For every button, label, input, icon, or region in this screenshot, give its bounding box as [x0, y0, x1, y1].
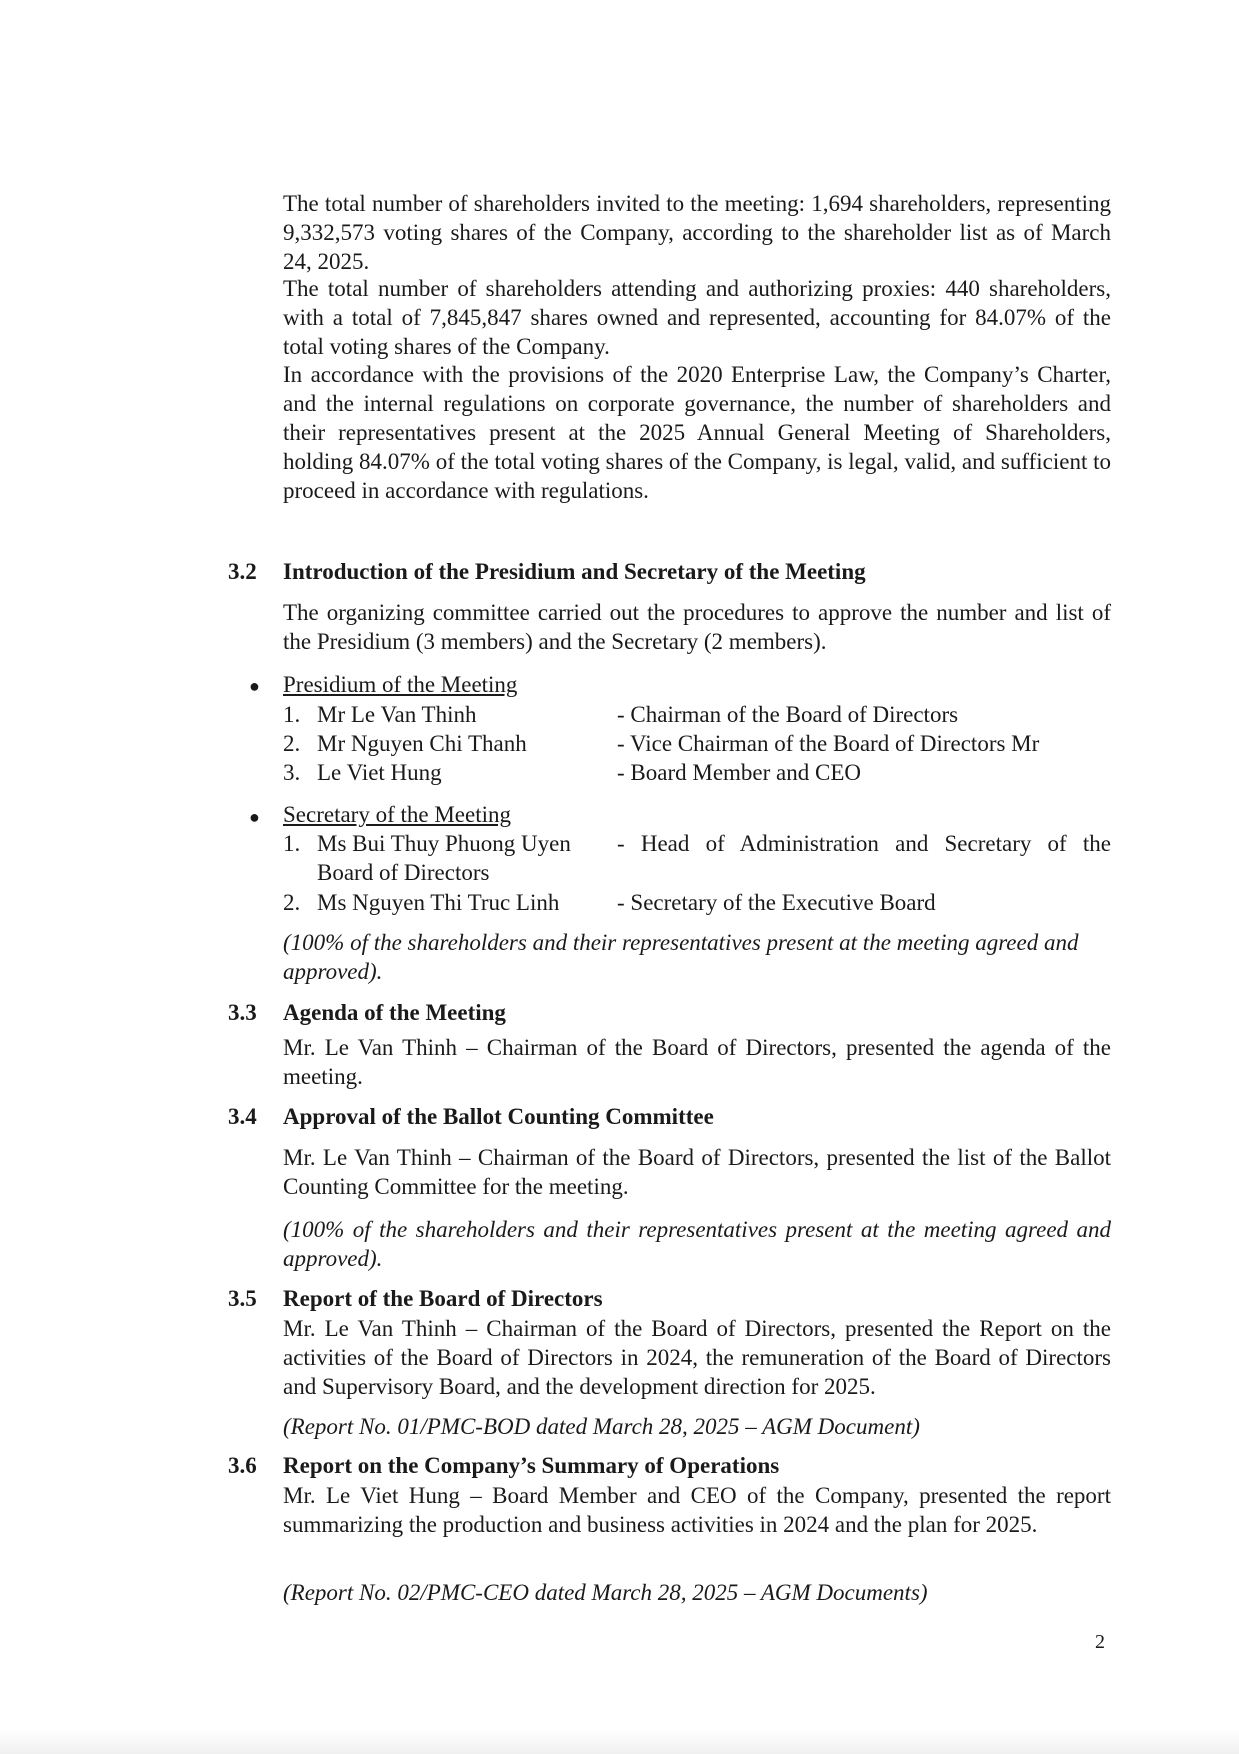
section-title: Approval of the Ballot Counting Committee — [283, 1104, 714, 1129]
secretary-role: - Head of Administration and Secretary of the — [617, 831, 1111, 856]
section-3-4-body: Mr. Le Van Thinh – Chairman of the Board of Directors, presented the list of the Ballot Counting Committee for the meeting. — [283, 1145, 1111, 1199]
section-title: Agenda of the Meeting — [283, 1000, 506, 1025]
presidium-role: - Board Member and CEO — [617, 760, 861, 785]
secretary-subtitle: Secretary of the Meeting — [283, 802, 511, 827]
presidium-number: 1. — [283, 702, 301, 727]
presidium-role: - Vice Chairman of the Board of Directors Mr — [617, 731, 1040, 756]
section-number: 3.3 — [228, 1000, 257, 1025]
presidium-number: 2. — [283, 731, 301, 756]
section-3-2-approval-note: (100% of the shareholders and their representatives present at the meeting agreed and approved). — [283, 930, 1079, 984]
scan-bottom-edge — [0, 1730, 1239, 1754]
presidium-name: Mr Le Van Thinh — [317, 702, 477, 727]
section-3-6-body: Mr. Le Viet Hung – Board Member and CEO of the Company, presented the report summarizing the production and business activities in 2024 and the plan for 2025. — [283, 1483, 1111, 1537]
presidium-role: - Chairman of the Board of Directors — [617, 702, 959, 727]
section-number: 3.4 — [228, 1104, 257, 1129]
section-heading-3-5 — [228, 1284, 603, 1313]
presidium-name: Le Viet Hung — [317, 760, 442, 785]
section-number: 3.6 — [228, 1453, 257, 1478]
secretary-name: Ms Bui Thuy Phuong Uyen — [317, 831, 571, 856]
section-title: Report on the Company’s Summary of Operations — [283, 1453, 780, 1478]
presidium-subtitle: Presidium of the Meeting — [283, 672, 518, 697]
section-3-5-report-reference: (Report No. 01/PMC-BOD dated March 28, 2025 – AGM Document) — [283, 1414, 920, 1439]
section-3-2-body: The organizing committee carried out the procedures to approve the number and list of the Presidium (3 members) and the Secretary (2 members). — [283, 600, 1111, 654]
intro-paragraph-invited: The total number of shareholders invited to the meeting: 1,694 shareholders, representing 9,332,573 voting shares of the Company, according to the shareholder list as of March 24, 2025. — [283, 191, 1111, 274]
bullet-icon: ● — [249, 676, 260, 696]
section-heading-3-2 — [228, 557, 866, 586]
section-title: Introduction of the Presidium and Secretary of the Meeting — [283, 559, 866, 584]
section-3-6-report-reference: (Report No. 02/PMC-CEO dated March 28, 2025 – AGM Documents) — [283, 1580, 928, 1605]
section-heading-3-3 — [228, 998, 506, 1027]
secretary-number: 2. — [283, 890, 301, 915]
bullet-icon: ● — [249, 807, 260, 827]
section-heading-3-6 — [228, 1451, 779, 1480]
section-3-3-body: Mr. Le Van Thinh – Chairman of the Board of Directors, presented the agenda of the meeting. — [283, 1035, 1111, 1089]
section-heading-3-4 — [228, 1102, 714, 1131]
section-number: 3.5 — [228, 1286, 257, 1311]
secretary-role: - Secretary of the Executive Board — [617, 890, 936, 915]
secretary-role-continuation: Board of Directors — [317, 860, 490, 885]
presidium-number: 3. — [283, 760, 301, 785]
page-number: 2 — [1095, 1631, 1105, 1653]
intro-paragraph-legality: In accordance with the provisions of the 2020 Enterprise Law, the Company’s Charter, and the internal regulations on corporate governance, the number of shareholders and their representatives present at the 2025 Annual General Meeting of Shareholders, holding 84.07% of the total voting shares of the Company, is legal, valid, and sufficient to proceed in accordance with regulations. — [283, 362, 1111, 503]
intro-paragraph-attending: The total number of shareholders attending and authorizing proxies: 440 shareholders, with a total of 7,845,847 shares owned and represented, accounting for 84.07% of the total voting shares of the Company. — [283, 276, 1111, 359]
section-number: 3.2 — [228, 559, 257, 584]
section-3-5-body: Mr. Le Van Thinh – Chairman of the Board of Directors, presented the Report on the activities of the Board of Directors in 2024, the remuneration of the Board of Directors and Supervisory Board, and the development direction for 2025. — [283, 1316, 1111, 1399]
section-3-4-approval-note: (100% of the shareholders and their representatives present at the meeting agreed and approved). — [283, 1217, 1111, 1271]
secretary-number: 1. — [283, 831, 301, 856]
secretary-name: Ms Nguyen Thi Truc Linh — [317, 890, 560, 915]
section-title: Report of the Board of Directors — [283, 1286, 603, 1311]
presidium-name: Mr Nguyen Chi Thanh — [317, 731, 527, 756]
